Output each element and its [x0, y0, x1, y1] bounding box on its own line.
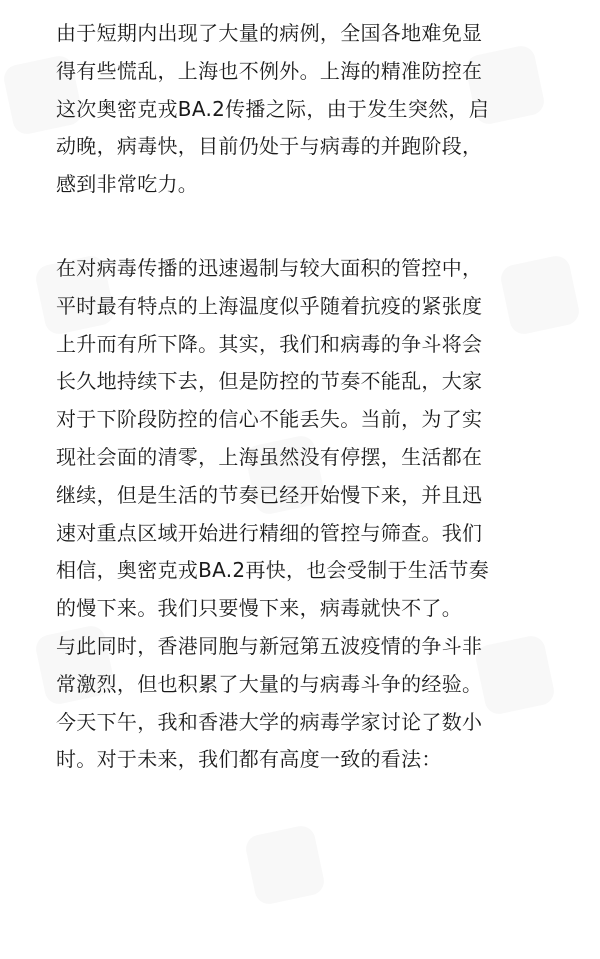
paragraph-2 [56, 250, 556, 779]
text-line: 这次奥密克戎BA.2传播之际，由于发生突然，启 [56, 96, 490, 121]
text-line: 常激烈，但也积累了大量的与病毒斗争的经验。 [56, 671, 483, 696]
text-line: 得有些慌乱，上海也不例外。上海的精准防控在 [56, 58, 483, 83]
text-line: 相信，奥密克戎BA.2再快，也会受制于生活节奏 [56, 558, 490, 583]
text-line: 平时最有特点的上海温度似乎随着抗疫的紧张度 [56, 293, 483, 318]
paragraph-spacer [56, 204, 556, 250]
text-line: 速对重点区域开始进行精细的管控与筛查。我们 [56, 520, 483, 545]
text-line: 现社会面的清零，上海虽然没有停摆，生活都在 [56, 444, 483, 469]
text-line: 的慢下来。我们只要慢下来，病毒就快不了。 [56, 596, 462, 621]
text-line: 感到非常吃力。 [56, 172, 199, 197]
text-line: 由于短期内出现了大量的病例，全国各地难免显 [56, 21, 483, 45]
text-line: 时。对于未来，我们都有高度一致的看法： [56, 747, 442, 772]
text-line: 在对病毒传播的迅速遏制与较大面积的管控中， [56, 255, 483, 280]
article-body [56, 15, 556, 779]
text-line: 动晚，病毒快，目前仍处于与病毒的并跑阶段， [56, 134, 483, 159]
text-line: 继续，但是生活的节奏已经开始慢下来，并且迅 [56, 482, 483, 507]
text-line: 上升而有所下降。其实，我们和病毒的争斗将会 [56, 331, 483, 356]
watermark-logo [243, 823, 326, 906]
text-line: 长久地持续下去，但是防控的节奏不能乱，大家 [56, 369, 483, 394]
text-line: 对于下阶段防控的信心不能丢失。当前，为了实 [56, 407, 483, 432]
text-line: 今天下午，我和香港大学的病毒学家讨论了数小 [56, 709, 483, 734]
paragraph-1 [56, 15, 556, 204]
text-line: 与此同时，香港同胞与新冠第五波疫情的争斗非 [56, 633, 483, 658]
